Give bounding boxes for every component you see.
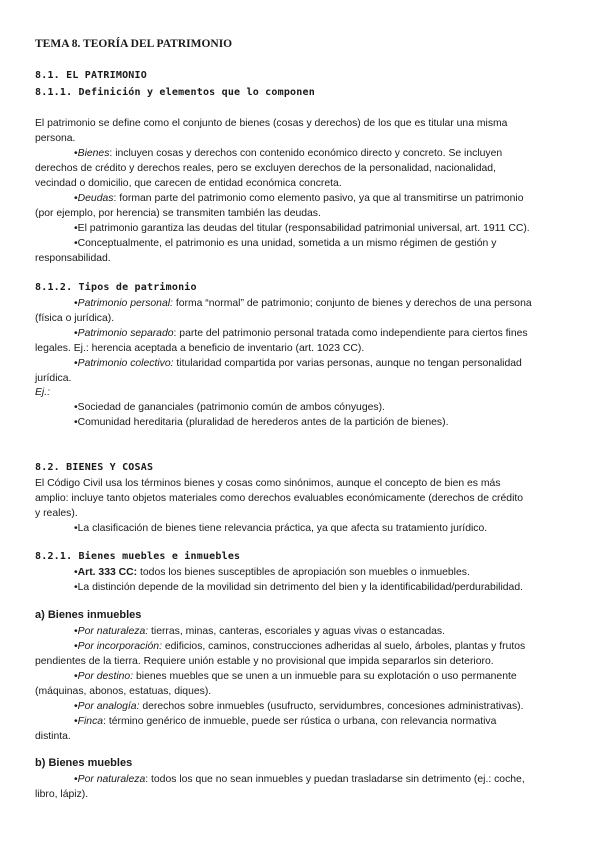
bullet-muebles-por-naturaleza: •Por naturaleza: todos los que no sean inmuebles y puedan trasladarse sin detrimento (ej.: coche, (74, 774, 525, 785)
subsection-heading-8-1-1: 8.1.1. Definición y elementos que lo componen (35, 87, 315, 98)
term-art-333: Art. 333 CC: (77, 567, 138, 578)
paragraph-line: libro, lápiz). (35, 789, 89, 800)
term-patrimonio-personal: Patrimonio personal: (77, 298, 173, 309)
bullet-bienes: •Bienes: incluyen cosas y derechos con contenido económico directo y concreto. Se incluyen (74, 148, 503, 159)
subsection-heading-8-1-2: 8.1.2. Tipos de patrimonio (35, 282, 197, 293)
bullet-por-destino: •Por destino: bienes muebles que se unen a un inmueble para su explotación o uso permanente (74, 671, 517, 682)
bullet-distincion: •La distinción depende de la movilidad sin detrimento del bien y la identificabilidad/perdurabilidad. (74, 582, 523, 593)
paragraph-line: vecindad o domicilio, que carecen de entidad económica concreta. (35, 178, 342, 189)
paragraph-line: (máquinas, abonos, estatuas, diques). (35, 686, 212, 697)
heading-bienes-muebles: b) Bienes muebles (35, 757, 133, 769)
subsection-heading-8-2-1: 8.2.1. Bienes muebles e inmuebles (35, 551, 241, 562)
paragraph-line: y reales). (35, 508, 78, 519)
paragraph-line: pendientes de la tierra. Requiere unión estable y no provisional que impida separarlos sin deterioro. (35, 656, 494, 667)
paragraph-line: (física o jurídica). (35, 313, 115, 324)
paragraph-line: (por ejemplo, por herencia) se transmiten también las deudas. (35, 208, 321, 219)
bullet-por-incorporacion: •Por incorporación: edificios, caminos, construcciones adheridas al suelo, árboles, plantas y frutos (74, 641, 526, 652)
heading-bienes-inmuebles: a) Bienes inmuebles (35, 609, 142, 621)
bullet-por-naturaleza: •Por naturaleza: tierras, minas, canteras, escoriales y aguas vivas o estancadas. (74, 626, 445, 637)
bullet-patrimonio-separado: •Patrimonio separado: parte del patrimonio personal tratada como independiente para ciertos fines (74, 328, 528, 339)
bullet-clasificacion: •La clasificación de bienes tiene relevancia práctica, ya que afecta su tratamiento jurídico. (74, 523, 488, 534)
term-muebles-por-naturaleza: Por naturaleza (77, 774, 146, 785)
section-heading-8-2: 8.2. BIENES Y COSAS (35, 462, 154, 473)
term-deudas: Deudas (77, 193, 114, 204)
bullet-por-analogia: •Por analogía: derechos sobre inmuebles (usufructo, servidumbres, concesiones administrativas). (74, 701, 524, 712)
paragraph-line: El Código Civil usa los términos bienes y cosas como sinónimos, aunque el concepto de bien es más (35, 478, 501, 489)
term-por-destino: Por destino: (77, 671, 134, 682)
bullet-patrimonio-personal: •Patrimonio personal: forma “normal” de patrimonio; conjunto de bienes y derechos de una persona (74, 298, 532, 309)
paragraph-line: El patrimonio se define como el conjunto de bienes (cosas y derechos) de los que es titular una misma (35, 118, 508, 129)
term-finca: Finca (77, 716, 104, 727)
term-patrimonio-separado: Patrimonio separado (77, 328, 174, 339)
bullet-art-333: •Art. 333 CC: todos los bienes susceptibles de apropiación son muebles o inmuebles. (74, 567, 470, 578)
term-por-incorporacion: Por incorporación: (77, 641, 162, 652)
example-label: Ej.: (35, 387, 51, 398)
paragraph-line: amplio: incluye tanto objetos materiales como derechos evaluables económicamente (derechos de crédito (35, 493, 524, 504)
term-por-analogia: Por analogía: (77, 701, 140, 712)
section-heading-8-1: 8.1. EL PATRIMONIO (35, 70, 147, 81)
document-title: TEMA 8. TEORÍA DEL PATRIMONIO (35, 38, 233, 50)
term-bienes: Bienes (77, 148, 110, 159)
paragraph-line: jurídica. (35, 373, 72, 384)
bullet-example-gananciales: •Sociedad de gananciales (patrimonio común de ambos cónyuges). (74, 402, 385, 413)
paragraph-line: responsabilidad. (35, 253, 111, 264)
term-por-naturaleza: Por naturaleza: (77, 626, 149, 637)
bullet-patrimonio-colectivo: •Patrimonio colectivo: titularidad compartida por varias personas, aunque no tengan personalidad (74, 358, 522, 369)
term-patrimonio-colectivo: Patrimonio colectivo: (77, 358, 174, 369)
paragraph-line: derechos de crédito y derechos reales, pero se excluyen derechos de la personalidad, nacionalidad, (35, 163, 496, 174)
paragraph-line: persona. (35, 133, 76, 144)
bullet-example-hereditaria: •Comunidad hereditaria (pluralidad de herederos antes de la partición de bienes). (74, 417, 449, 428)
bullet-unidad: •Conceptualmente, el patrimonio es una unidad, sometida a un mismo régimen de gestión y (74, 238, 497, 249)
paragraph-line: distinta. (35, 731, 71, 742)
bullet-deudas: •Deudas: forman parte del patrimonio como elemento pasivo, ya que al transmitirse un patrimonio (74, 193, 524, 204)
paragraph-line: legales. Ej.: herencia aceptada a beneficio de inventario (art. 1023 CC). (35, 343, 365, 354)
bullet-garantia: •El patrimonio garantiza las deudas del titular (responsabilidad patrimonial universal, art. 1911 CC). (74, 223, 530, 234)
bullet-finca: •Finca: término genérico de inmueble, puede ser rústica o urbana, con relevancia normativa (74, 716, 497, 727)
